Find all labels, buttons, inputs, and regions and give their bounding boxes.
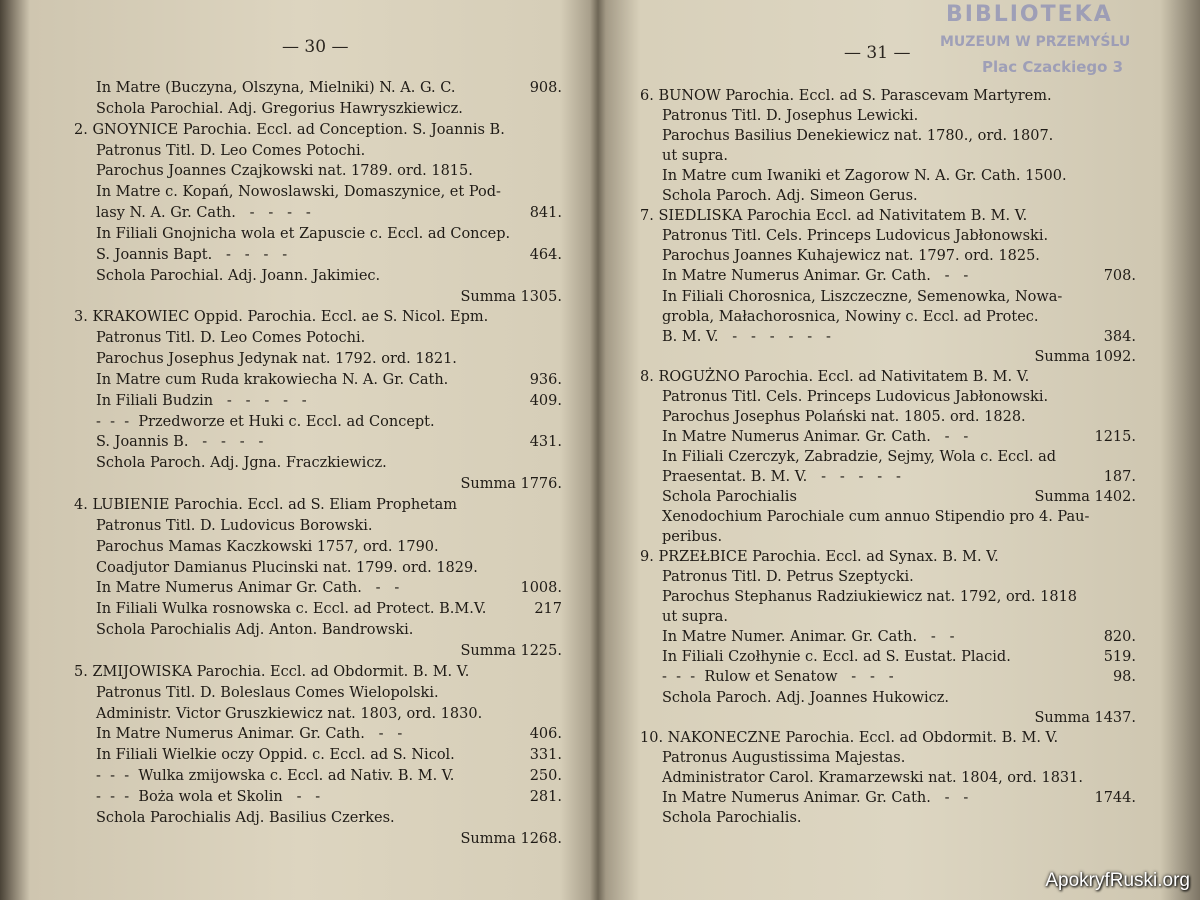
line-value: 384. [1103, 328, 1136, 345]
line-value: 98. [1112, 669, 1136, 686]
text-line: In Matre Numerus Animar. Gr. Cath. - - [96, 726, 403, 743]
text-line: Patronus Titl. Cels. Princeps Ludovicus Jabłonowski. [662, 228, 1049, 245]
text-line: Schola Parochial. Adj. Gregorius Hawryszkiewicz. [96, 100, 463, 117]
line-value: 708. [1103, 268, 1136, 285]
line-value: Summa 1402. [1034, 489, 1136, 505]
line-value: 431. [529, 434, 562, 451]
text-line: In Matre Numer. Animar. Gr. Cath. - - [662, 629, 955, 646]
text-line: Parochus Josephus Polański nat. 1805. ord. 1828. [662, 408, 1026, 425]
text-line: 2. GNOYNICE Parochia. Eccl. ad Conception. S. Joannis B. [74, 121, 505, 138]
text-line: In Filiali Budzin - - - - - [96, 392, 307, 409]
text-line: Patronus Titl. Cels. Princeps Ludovicus Jabłonowski. [662, 388, 1049, 405]
text-line: S. Joannis Bapt. - - - - [96, 246, 288, 263]
text-line: ut supra. [662, 148, 729, 165]
text-line: Schola Parochialis Adj. Anton. Bandrowski. [96, 622, 414, 639]
line-value: 464. [529, 246, 562, 263]
line-value: Summa 1776. [460, 476, 562, 493]
text-line: grobla, Małachorosnica, Nowiny c. Eccl. ad Protec. [662, 308, 1039, 325]
right-page [606, 0, 1176, 900]
text-line: Schola Parochialis Adj. Basilius Czerkes. [96, 809, 395, 826]
text-line: Praesentat. B. M. V. - - - - - [662, 468, 901, 485]
text-line: 5. ZMIJOWISKA Parochia. Eccl. ad Obdormit. B. M. V. [74, 663, 470, 680]
line-value: Summa 1225. [460, 642, 562, 659]
line-value: Summa 1092. [1034, 348, 1136, 365]
text-line: peribus. [662, 529, 723, 546]
text-line: Administr. Victor Gruszkiewicz nat. 1803, ord. 1830. [96, 705, 483, 722]
text-line: Parochus Stephanus Radziukiewicz nat. 1792, ord. 1818 [662, 589, 1078, 606]
line-value: Summa 1305. [460, 288, 562, 305]
text-line: Parochus Basilius Denekiewicz nat. 1780., ord. 1807. [662, 128, 1054, 145]
text-line: - - - Boża wola et Skolin - - [96, 788, 321, 805]
text-line: Patronus Titl. D. Boleslaus Comes Wielopolski. [96, 684, 439, 701]
text-line: Patronus Titl. D. Leo Comes Potochi. [96, 142, 366, 159]
text-line: In Filiali Czerczyk, Zabradzie, Sejmy, Wola c. Eccl. ad [662, 448, 1057, 465]
text-line: lasy N. A. Gr. Cath. - - - - [96, 205, 311, 222]
text-line: Schola Parochialis [662, 489, 797, 505]
text-line: Schola Paroch. Adj. Jgna. Fraczkiewicz. [96, 455, 387, 472]
text-line: In Matre Numerus Animar Gr. Cath. - - [96, 580, 400, 597]
text-line: 10. NAKONECZNE Parochia. Eccl. ad Obdormit. B. M. V. [640, 729, 1059, 746]
text-line: In Filiali Gnojnicha wola et Zapuscie c. Eccl. ad Concep. [96, 225, 511, 242]
text-line: Patronus Titl. D. Petrus Szeptycki. [662, 569, 914, 586]
line-value: 281. [529, 788, 562, 805]
text-line: Schola Parochialis. [662, 809, 802, 826]
line-value: 406. [529, 726, 562, 743]
stamp-line-1: BIBLIOTEKA [946, 2, 1113, 27]
line-value: 217 [534, 601, 562, 618]
text-line: In Filiali Wulka rosnowska c. Eccl. ad Protect. B.M.V. [96, 601, 487, 618]
line-value: 187. [1103, 468, 1136, 485]
text-line: - - - Przedworze et Huki c. Eccl. ad Concept. [96, 413, 435, 430]
text-line: In Matre c. Kopań, Nowoslawski, Domaszynice, et Pod- [96, 184, 501, 201]
text-line: Parochus Josephus Jedynak nat. 1792. ord. 1821. [96, 351, 457, 368]
line-value: Summa 1437. [1034, 709, 1136, 726]
library-stamp [936, 0, 1186, 84]
text-line: Parochus Joannes Kuhajewicz nat. 1797. ord. 1825. [662, 248, 1040, 265]
stamp-line-3: Plac Czackiego 3 [982, 58, 1124, 76]
text-line: ut supra. [662, 609, 729, 626]
text-line: Patronus Augustissima Majestas. [662, 749, 906, 766]
text-line: In Matre (Buczyna, Olszyna, Mielniki) N. A. G. C. [96, 80, 456, 96]
text-line: 4. LUBIENIE Parochia. Eccl. ad S. Eliam Prophetam [74, 497, 458, 513]
text-line: Schola Parochial. Adj. Joann. Jakimiec. [96, 267, 381, 284]
text-line: - - - Rulow et Senatow - - - [662, 669, 894, 686]
text-line: - - - Wulka zmijowska c. Eccl. ad Nativ. B. M. V. [96, 768, 455, 785]
text-line: In Matre Numerus Animar. Gr. Cath. - - [662, 428, 969, 445]
text-line: 3. KRAKOWIEC Oppid. Parochia. Eccl. ae S. Nicol. Epm. [74, 309, 489, 326]
line-value: 250. [529, 768, 562, 785]
line-value: 1008. [520, 580, 562, 597]
text-line: 8. ROGUŻNO Parochia. Eccl. ad Nativitatem B. M. V. [640, 368, 1030, 385]
text-line: Parochus Joannes Czajkowski nat. 1789. ord. 1815. [96, 163, 473, 180]
text-line: In Matre cum Iwaniki et Zagorow N. A. Gr. Cath. 1500. [662, 168, 1067, 185]
text-line: In Matre Numerus Animar. Gr. Cath. - - [662, 268, 969, 285]
text-line: In Matre cum Ruda krakowiecha N. A. Gr. Cath. [96, 371, 449, 388]
page-number-left: — 30 — [282, 37, 349, 57]
text-line: Patronus Titl. D. Leo Comes Potochi. [96, 330, 366, 347]
text-line: 9. PRZEŁBICE Parochia. Eccl. ad Synax. B. M. V. [640, 549, 999, 566]
watermark-text: ApokryfRuski.org [1045, 870, 1190, 891]
text-line: Schola Paroch. Adj. Joannes Hukowicz. [662, 689, 949, 706]
text-line: 7. SIEDLISKA Parochia Eccl. ad Nativitatem B. M. V. [640, 208, 1028, 225]
text-line: In Filiali Czołhynie c. Eccl. ad S. Eustat. Placid. [662, 649, 1011, 666]
line-value: 519. [1103, 649, 1136, 666]
line-value: 1744. [1094, 789, 1136, 806]
text-line: Xenodochium Parochiale cum annuo Stipendio pro 4. Pau- [662, 509, 1090, 526]
line-value: 820. [1103, 629, 1136, 646]
text-line: 6. BUNOW Parochia. Eccl. ad S. Parascevam Martyrem. [640, 88, 1052, 104]
line-value: 841. [529, 205, 562, 222]
line-value: 331. [529, 747, 562, 764]
text-line: S. Joannis B. - - - - [96, 434, 264, 451]
line-value: 908. [529, 80, 562, 96]
line-value: 936. [529, 371, 562, 388]
text-line: Parochus Mamas Kaczkowski 1757, ord. 1790. [96, 538, 439, 555]
page-number-right: — 31 — [844, 43, 911, 63]
stamp-line-2: MUZEUM W PRZEMYŚLU [940, 34, 1131, 50]
text-line: Schola Paroch. Adj. Simeon Gerus. [662, 188, 918, 205]
left-page [30, 0, 590, 900]
text-line: In Matre Numerus Animar. Gr. Cath. - - [662, 789, 969, 806]
text-line: B. M. V. - - - - - - [662, 328, 831, 345]
text-line: Coadjutor Damianus Plucinski nat. 1799. ord. 1829. [96, 559, 478, 576]
line-value: 409. [529, 392, 562, 409]
text-line: Patronus Titl. D. Josephus Lewicki. [662, 108, 919, 125]
line-value: 1215. [1094, 428, 1136, 445]
text-line: In Filiali Chorosnica, Liszczeczne, Semenowka, Nowa- [662, 288, 1063, 305]
text-line: Administrator Carol. Kramarzewski nat. 1804, ord. 1831. [662, 769, 1083, 786]
text-line: Patronus Titl. D. Ludovicus Borowski. [96, 517, 373, 534]
text-line: In Filiali Wielkie oczy Oppid. c. Eccl. ad S. Nicol. [96, 747, 455, 764]
line-value: Summa 1268. [460, 830, 562, 847]
